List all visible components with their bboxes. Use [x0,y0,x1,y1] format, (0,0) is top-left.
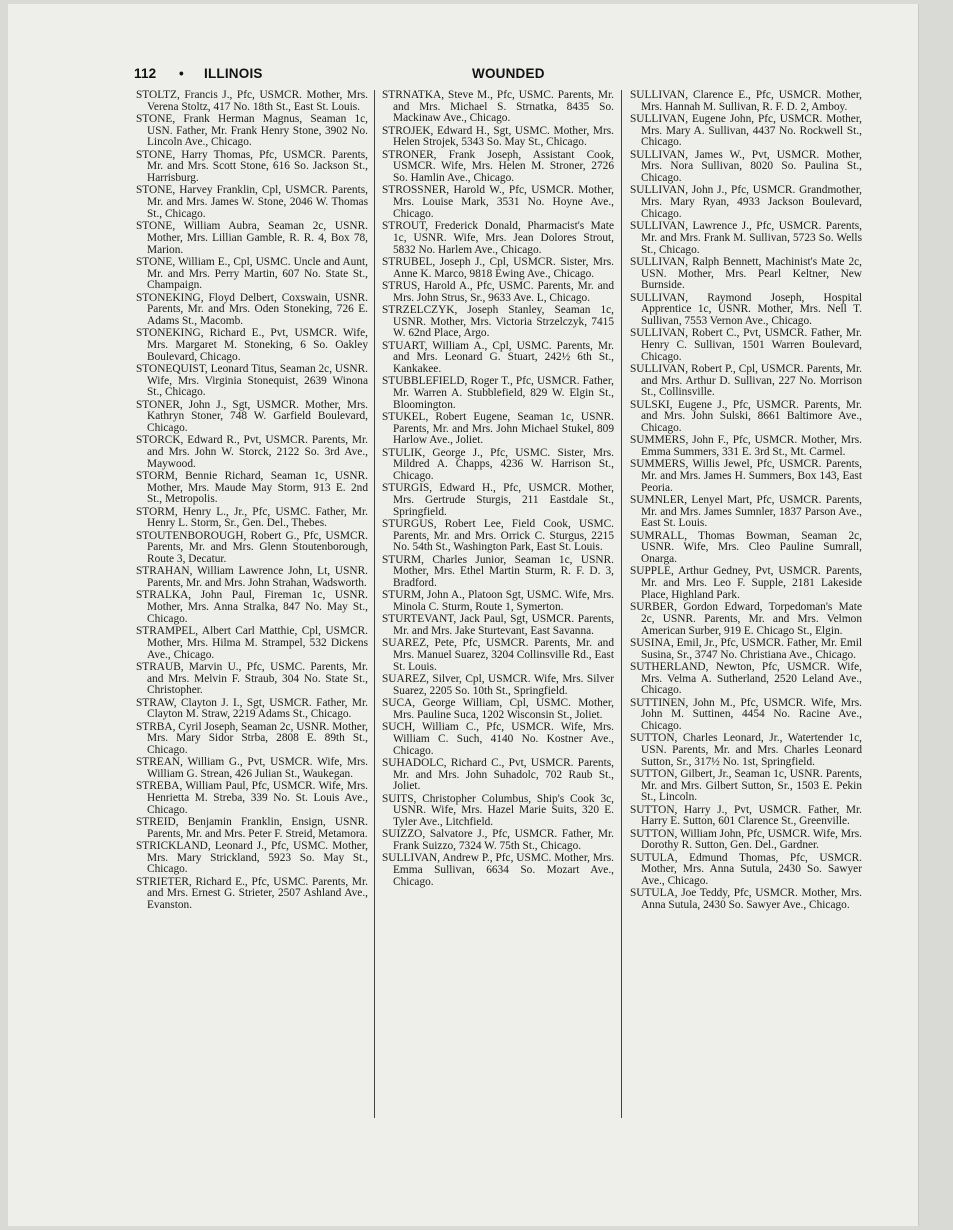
casualty-entry: STUART, William A., Cpl, USMC. Parents, Mr. and Mrs. Leonard G. Stuart, 242½ 6th St., Kankakee. [382,339,614,375]
casualty-entry: SULLIVAN, Ralph Bennett, Machinist's Mate 2c, USN. Mother, Mrs. Pearl Keltner, New Burnside. [630,255,862,292]
casualty-entry: STRALKA, John Paul, Fireman 1c, USNR. Mother, Mrs. Anna Stralka, 847 No. May St., Chicago. [136,589,368,625]
casualty-entry: SUCH, William C., Pfc, USMCR. Wife, Mrs. William C. Such, 4140 No. Kostner Ave., Chicago. [382,721,614,757]
casualty-entry: STREAN, William G., Pvt, USMCR. Wife, Mrs. William G. Strean, 426 Julian St., Waukegan. [136,756,368,780]
casualty-entry: STRUS, Harold A., Pfc, USMC. Parents, Mr. and Mrs. John Strus, Sr., 9633 Ave. L, Chicago. [382,279,614,304]
casualty-entry: STORCK, Edward R., Pvt, USMCR. Parents, Mr. and Mrs. John W. Storck, 2122 So. 3rd Ave., Maywood. [136,434,368,470]
casualty-entry: STONE, Harry Thomas, Pfc, USMCR. Parents, Mr. and Mrs. Scott Stone, 616 So. Jackson St., Harrisburg. [136,148,368,185]
state-name: ILLINOIS [204,66,263,81]
casualty-entry: STONE, William E., Cpl, USMC. Uncle and Aunt, Mr. and Mrs. Perry Martin, 607 No. State St., Champaign. [136,255,368,292]
casualty-entry: SUAREZ, Pete, Pfc, USMCR. Parents, Mr. and Mrs. Manuel Suarez, 3204 Collinsville Rd., East St. Louis. [382,637,614,673]
casualty-entry: STOUTENBOROUGH, Robert G., Pfc, USMCR. Parents, Mr. and Mrs. Glenn Stoutenborough, Route 3, Decatur. [136,529,368,566]
casualty-entry: STURGUS, Robert Lee, Field Cook, USMC. Parents, Mr. and Mrs. Orrick C. Sturgus, 2215 No. 54th St., Washington Park, East St. Louis. [382,518,614,554]
casualty-entry: STOLTZ, Francis J., Pfc, USMCR. Mother, Mrs. Verena Stoltz, 417 No. 18th St., East St. Louis. [136,89,368,113]
casualty-entry: STONE, Harvey Franklin, Cpl, USMCR. Parents, Mr. and Mrs. James W. Stone, 2046 W. Thomas St., Chicago. [136,184,368,220]
casualty-entry: SUCA, George William, Cpl, USMC. Mother, Mrs. Pauline Suca, 1202 Wisconsin St., Joliet. [382,697,614,721]
casualty-entry: SULLIVAN, John J., Pfc, USMCR. Grandmother, Mrs. Mary Ryan, 4933 Jackson Boulevard, Chicago. [630,184,862,220]
casualty-entry: STRAW, Clayton J. I., Sgt, USMCR. Father, Mr. Clayton M. Straw, 2219 Adams St., Chicago. [136,696,368,721]
casualty-entry: STRAUB, Marvin U., Pfc, USMC. Parents, Mr. and Mrs. Melvin F. Straub, 304 No. State St., Christopher. [136,660,368,697]
casualty-entry: SULSKI, Eugene J., Pfc, USMCR. Parents, Mr. and Mrs. John Sulski, 8661 Baltimore Ave., Chicago. [630,398,862,435]
casualty-entry: SULLIVAN, Robert P., Cpl, USMCR. Parents, Mr. and Mrs. Arthur D. Sullivan, 227 No. Morrison St., Collinsville. [630,362,862,399]
header-bullet: • [179,66,184,81]
casualty-entry: STONEKING, Floyd Delbert, Coxswain, USNR. Parents, Mr. and Mrs. Oden Stoneking, 726 E. Adams St., Macomb. [136,291,368,327]
casualty-entry: STROUT, Frederick Donald, Pharmacist's Mate 1c, USNR. Wife, Mrs. Jean Dolores Strout, 5832 No. Harlem Ave., Chicago. [382,220,614,256]
casualty-entry: STRZELCZYK, Joseph Stanley, Seaman 1c, USNR. Mother, Mrs. Victoria Strzelczyk, 7415 W. 62nd Place, Argo. [382,303,614,340]
casualty-entry: STULIK, George J., Pfc, USMC. Sister, Mrs. Mildred A. Chapps, 4236 W. Harrison St., Chicago. [382,446,614,483]
casualty-entry: STRIETER, Richard E., Pfc, USMC. Parents, Mr. and Mrs. Ernest G. Strieter, 2507 Ashland Ave., Evanston. [136,875,368,912]
casualty-entry: STRAMPEL, Albert Carl Matthie, Cpl, USMCR. Mother, Mrs. Hilma M. Strampel, 532 Dickens Ave., Chicago. [136,625,368,661]
casualty-entry: SUTHERLAND, Newton, Pfc, USMCR. Wife, Mrs. Velma A. Sutherland, 2520 Leland Ave., Chicago. [630,660,862,697]
casualty-entry: SUSINA, Emil, Jr., Pfc, USMCR. Father, Mr. Emil Susina, Sr., 3747 No. Christiana Ave., Chicago. [630,636,862,661]
casualty-entry: SULLIVAN, James W., Pvt, USMCR. Mother, Mrs. Nora Sullivan, 8020 So. Paulina St., Chicago. [630,148,862,185]
casualty-entry: STONEQUIST, Leonard Titus, Seaman 2c, USNR. Wife, Mrs. Virginia Stonequist, 2639 Winona St., Chicago. [136,362,368,399]
casualty-entry: SULLIVAN, Raymond Joseph, Hospital Apprentice 1c, USNR. Mother, Mrs. Nell T. Sullivan, 7553 Vernon Ave., Chicago. [630,291,862,327]
casualty-entry: SUMRALL, Thomas Bowman, Seaman 2c, USNR. Wife, Mrs. Cleo Pauline Sumrall, Onarga. [630,529,862,566]
casualty-entry: STREBA, William Paul, Pfc, USMCR. Wife, Mrs. Henrietta M. Streba, 339 No. St. Louis Ave., Chicago. [136,780,368,816]
casualty-entry: SUTTON, Gilbert, Jr., Seaman 1c, USNR. Parents, Mr. and Mrs. Gilbert Sutton, Sr., 1503 E. Pekin St., Lincoln. [630,767,862,804]
casualty-entry: SUAREZ, Silver, Cpl, USMCR. Wife, Mrs. Silver Suarez, 2205 So. 10th St., Springfield. [382,673,614,697]
casualty-entry: STRUBEL, Joseph J., Cpl, USMCR. Sister, Mrs. Anne K. Marco, 9818 Ewing Ave., Chicago. [382,255,614,280]
column-1 [136,90,368,912]
casualty-entry: STONE, Frank Herman Magnus, Seaman 1c, USN. Father, Mr. Frank Henry Stone, 3902 No. Lincoln Ave., Chicago. [136,113,368,149]
page-title: WOUNDED [472,66,545,81]
casualty-entry: STREID, Benjamin Franklin, Ensign, USNR. Parents, Mr. and Mrs. Peter F. Streid, Metamora. [136,815,368,840]
casualty-entry: SUIZZO, Salvatore J., Pfc, USMCR. Father, Mr. Frank Suizzo, 7324 W. 75th St., Chicago. [382,828,614,852]
casualty-entry: SUTTINEN, John M., Pfc, USMCR. Wife, Mrs. John M. Suttinen, 4454 No. Racine Ave., Chicago. [630,696,862,732]
casualty-entry: SUPPLE, Arthur Gedney, Pvt, USMCR. Parents, Mr. and Mrs. Leo F. Supple, 2181 Lakeside Place, Highland Park. [630,565,862,601]
casualty-entry: STONER, John J., Sgt, USMCR. Mother, Mrs. Kathryn Stoner, 748 W. Garfield Boulevard, Chicago. [136,398,368,435]
document-page [8,4,918,1226]
casualty-entry: SUMMERS, Willis Jewel, Pfc, USMCR. Parents, Mr. and Mrs. James H. Summers, Box 143, East Peoria. [630,458,862,494]
casualty-entry: SUTULA, Joe Teddy, Pfc, USMCR. Mother, Mrs. Anna Sutula, 2430 So. Sawyer Ave., Chicago. [630,887,862,912]
casualty-entry: STRBA, Cyril Joseph, Seaman 2c, USNR. Mother, Mrs. Mary Sidor Strba, 2808 E. 89th St., Chicago. [136,720,368,756]
casualty-entry: STURGIS, Edward H., Pfc, USMCR. Mother, Mrs. Gertrude Sturgis, 211 Eastdale St., Springfield. [382,482,614,518]
casualty-entry: SURBER, Gordon Edward, Torpedoman's Mate 2c, USNR. Parents, Mr. and Mrs. Velmon American Surber, 919 E. Chicago St., Elgin. [630,601,862,637]
casualty-entry: STURM, Charles Junior, Seaman 1c, USNR. Mother, Mrs. Ethel Martin Sturm, R. F. D. 3, Bradford. [382,553,614,590]
casualty-entry: STRONER, Frank Joseph, Assistant Cook, USMCR. Wife, Mrs. Helen M. Stroner, 2726 So. Hamlin Ave., Chicago. [382,148,614,185]
casualty-entry: STROSSNER, Harold W., Pfc, USMCR. Mother, Mrs. Louise Mark, 3531 No. Hoyne Ave., Chicago. [382,184,614,220]
page-number: 112 [134,66,157,81]
casualty-entry: STURM, John A., Platoon Sgt, USMC. Wife, Mrs. Minola C. Sturm, Route 1, Symerton. [382,589,614,614]
casualty-entry: SULLIVAN, Lawrence J., Pfc, USMCR. Parents, Mr. and Mrs. Frank M. Sullivan, 5723 So. Wells St., Chicago. [630,220,862,256]
casualty-entry: SULLIVAN, Andrew P., Pfc, USMC. Mother, Mrs. Emma Sullivan, 6634 So. Mozart Ave., Chicago. [382,852,614,888]
casualty-entry: SUTTON, Charles Leonard, Jr., Watertender 1c, USN. Parents, Mr. and Mrs. Charles Leonard Sutton, Sr., 317½ No. 1st, Springfield. [630,732,862,768]
column-3 [630,90,862,912]
casualty-entry: SUMMERS, John F., Pfc, USMCR. Mother, Mrs. Emma Summers, 331 E. 3rd St., Mt. Carmel. [630,434,862,459]
casualty-entry: SULLIVAN, Eugene John, Pfc, USMCR. Mother, Mrs. Mary A. Sullivan, 4437 No. Rockwell St., Chicago. [630,113,862,149]
casualty-entry: STORM, Henry L., Jr., Pfc, USMC. Father, Mr. Henry L. Storm, Sr., Gen. Del., Thebes. [136,505,368,530]
casualty-entry: SULLIVAN, Clarence E., Pfc, USMCR. Mother, Mrs. Hannah M. Sullivan, R. F. D. 2, Amboy. [630,89,862,113]
page-header [134,66,864,84]
casualty-entry: SUMNLER, Lenyel Mart, Pfc, USMCR. Parents, Mr. and Mrs. James Sumnler, 1837 Parson Ave., East St. Louis. [630,494,862,530]
casualty-entry: STUKEL, Robert Eugene, Seaman 1c, USNR. Parents, Mr. and Mrs. John Michael Stukel, 809 Harlow Ave., Joliet. [382,410,614,447]
casualty-entry: STRAHAN, William Lawrence John, Lt, USNR. Parents, Mr. and Mrs. John Strahan, Wadsworth. [136,565,368,590]
casualty-entry: SUITS, Christopher Columbus, Ship's Cook 3c, USNR. Wife, Mrs. Hazel Marie Suits, 320 E. Tyler Ave., Litchfield. [382,792,614,828]
casualty-entry: SUHADOLC, Richard C., Pvt, USMCR. Parents, Mr. and Mrs. John Suhadolc, 702 Raub St., Joliet. [382,756,614,793]
casualty-entry: SUTTON, William John, Pfc, USMCR. Wife, Mrs. Dorothy R. Sutton, Gen. Del., Gardner. [630,827,862,852]
casualty-entry: SULLIVAN, Robert C., Pvt, USMCR. Father, Mr. Henry C. Sullivan, 1501 Warren Boulevard, Chicago. [630,327,862,363]
casualty-entry: STROJEK, Edward H., Sgt, USMC. Mother, Mrs. Helen Strojek, 5343 So. May St., Chicago. [382,124,614,149]
column-divider [374,90,375,1118]
casualty-entry: STORM, Bennie Richard, Seaman 1c, USNR. Mother, Mrs. Maude May Storm, 913 E. 2nd St., Metropolis. [136,470,368,506]
casualty-entry: STUBBLEFIELD, Roger T., Pfc, USMCR. Father, Mr. Warren A. Stubblefield, 829 W. Elgin St., Bloomington. [382,375,614,411]
column-2 [382,90,614,889]
column-divider [621,90,622,1118]
casualty-entry: STONE, William Aubra, Seaman 2c, USNR. Mother, Mrs. Lillian Gamble, R. R. 4, Box 78, Marion. [136,220,368,256]
casualty-entry: SUTULA, Edmund Thomas, Pfc, USMCR. Mother, Mrs. Anna Sutula, 2430 So. Sawyer Ave., Chicago. [630,851,862,888]
casualty-entry: SUTTON, Harry J., Pvt, USMCR. Father, Mr. Harry E. Sutton, 601 Clarence St., Greenville. [630,803,862,828]
casualty-entry: STRNATKA, Steve M., Pfc, USMC. Parents, Mr. and Mrs. Michael S. Strnatka, 8435 So. Mackinaw Ave., Chicago. [382,89,614,125]
casualty-entry: STRICKLAND, Leonard J., Pfc, USMC. Mother, Mrs. Mary Strickland, 5923 So. May St., Chicago. [136,839,368,876]
casualty-entry: STURTEVANT, Jack Paul, Sgt, USMCR. Parents, Mr. and Mrs. Jake Sturtevant, East Savanna. [382,613,614,638]
casualty-entry: STONEKING, Richard E., Pvt, USMCR. Wife, Mrs. Margaret M. Stoneking, 6 So. Oakley Boulevard, Chicago. [136,327,368,363]
